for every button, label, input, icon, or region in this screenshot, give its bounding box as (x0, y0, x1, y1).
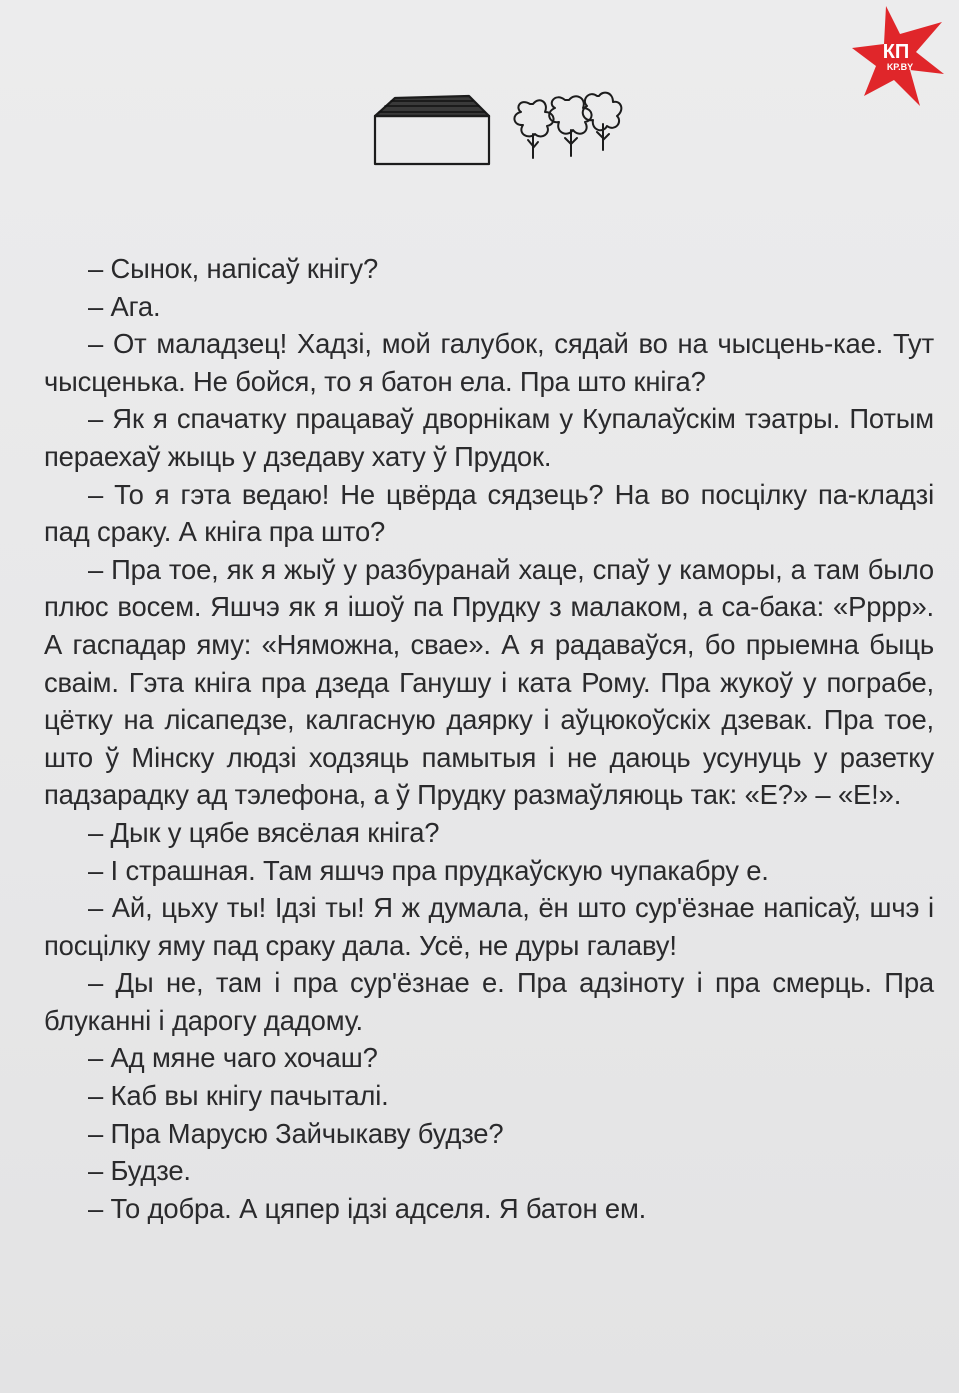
paragraph: – То я гэта ведаю! Не цвёрда сядзець? На во посцілку па-кладзі пад сраку. А кніга пра што? (44, 478, 934, 548)
paragraph: – Каб вы кнігу пачыталі. (88, 1080, 389, 1112)
house-and-trees-sketch (365, 78, 625, 170)
paragraph: – Ад мяне чаго хочаш? (88, 1042, 378, 1074)
paragraph: – Пра Марусю Зайчыкаву будзе? (88, 1117, 504, 1149)
paragraph: – От маладзец! Хадзі, мой галубок, сядай во на чысцень-кае. Тут чысценька. Не бойся, то я батон ела. Пра што кніга? (44, 328, 934, 397)
paragraph: – Ага. (88, 290, 161, 322)
paragraph: – Як я спачатку працаваў дворнікам у Купалаўскім тэатры. Потым пераехаў жыць у дзедаву хату ў Прудок. (44, 403, 934, 472)
paragraph: – Ай, цьху ты! Ідзі ты! Я ж думала, ён што сур'ёзнае напісаў, шчэ і посцілку яму пад сраку дала. Усё, не дуры галаву! (44, 892, 934, 961)
logo-text-bottom: KP.BY (886, 62, 914, 72)
paragraph: – Будзе. (88, 1155, 191, 1187)
paragraph: – То добра. А цяпер ідзі адселя. Я батон ем. (88, 1192, 647, 1224)
kp-logo (850, 4, 946, 108)
paragraph: – Сынок, напісаў кнігу? (88, 253, 379, 284)
paragraph: – Ды не, там і пра сур'ёзнае е. Пра адзіноту і пра смерць. Пра блуканні і дарогу дадому. (44, 967, 934, 1036)
house-sketch-icon (375, 96, 489, 164)
dialogue-text (44, 250, 934, 1227)
logo-text-top: КП (882, 41, 910, 63)
paragraph: – Пра тое, як я жыў у разбуранай хаце, спаў у каморы, а там было плюс восем. Яшчэ як я ішоў па Прудку з малаком, а са-бака: «Рррр». А гаспадар яму: «Няможна, свае». А я радаваўся, бо прыемна быць сваім. Гэта кніга пра дзеда Ганушу і ката Рому. Пра жукоў у пограбе, цётку на лісапедзе, калгасную даярку і аўцюкоўскіх дзевак. Пра тое, што ў Мінску людзі ходзяць памытыя і не даюць усунуць у разетку падзарадку ад тэлефона, а ў Прудку размаўляюць так: «Е?» – «Е!». (44, 553, 934, 811)
paragraph: – Дык у цябе вясёлая кніга? (88, 816, 440, 848)
trees-sketch-icon (514, 93, 621, 158)
paragraph: – І страшная. Там яшчэ пра прудкаўскую чупакабру е. (88, 854, 769, 886)
